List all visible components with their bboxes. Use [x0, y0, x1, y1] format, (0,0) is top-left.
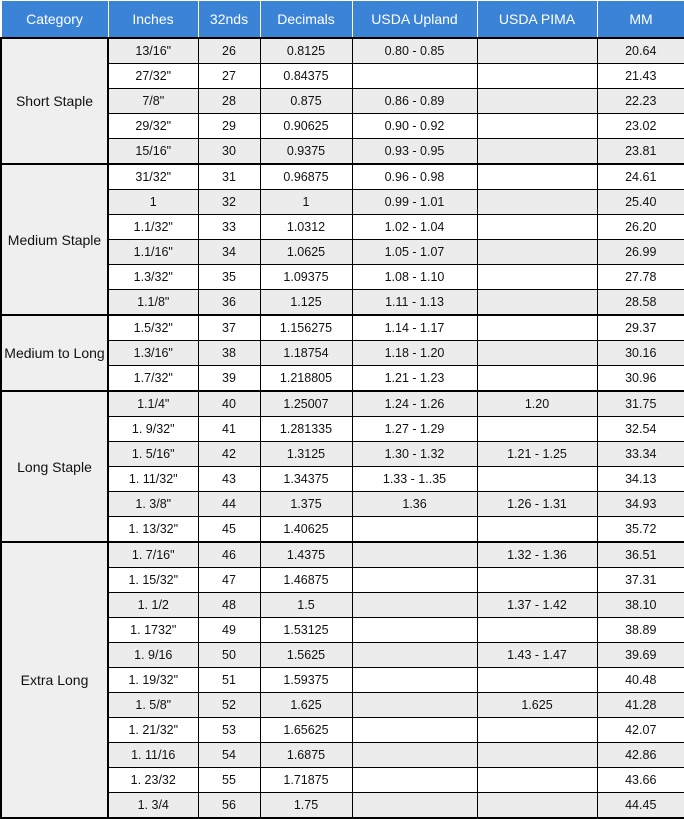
inches-cell: 1. 11/16: [108, 743, 198, 768]
inches-cell: 1. 5/8": [108, 693, 198, 718]
usda-pima-cell: [477, 215, 597, 240]
mm-cell: 24.61: [597, 164, 684, 190]
inches-cell: 1. 1/2: [108, 593, 198, 618]
decimals-cell: 0.84375: [260, 64, 352, 89]
inches-cell: 1. 11/32": [108, 467, 198, 492]
usda-pima-cell: 1.625: [477, 693, 597, 718]
usda-pima-cell: [477, 64, 597, 89]
usda-upland-cell: [352, 743, 477, 768]
table-row: [1, 542, 684, 568]
32nds-cell: 51: [198, 668, 260, 693]
decimals-cell: 1.0312: [260, 215, 352, 240]
inches-cell: 1.5/32": [108, 315, 198, 341]
32nds-cell: 33: [198, 215, 260, 240]
inches-cell: 1. 3/4: [108, 793, 198, 819]
inches-cell: 1.3/16": [108, 341, 198, 366]
usda-pima-cell: [477, 568, 597, 593]
decimals-cell: 1.156275: [260, 315, 352, 341]
32nds-cell: 39: [198, 366, 260, 392]
header-32nds: 32nds: [198, 1, 260, 39]
decimals-cell: 0.8125: [260, 38, 352, 64]
mm-cell: 36.51: [597, 542, 684, 568]
inches-cell: 1. 1732": [108, 618, 198, 643]
decimals-cell: 1.281335: [260, 417, 352, 442]
usda-upland-cell: 0.99 - 1.01: [352, 190, 477, 215]
inches-cell: 1.7/32": [108, 366, 198, 392]
32nds-cell: 38: [198, 341, 260, 366]
mm-cell: 27.78: [597, 265, 684, 290]
usda-pima-cell: [477, 793, 597, 819]
usda-upland-cell: [352, 593, 477, 618]
mm-cell: 22.23: [597, 89, 684, 114]
inches-cell: 31/32": [108, 164, 198, 190]
decimals-cell: 0.90625: [260, 114, 352, 139]
mm-cell: 42.07: [597, 718, 684, 743]
usda-pima-cell: 1.37 - 1.42: [477, 593, 597, 618]
decimals-cell: 1.625: [260, 693, 352, 718]
decimals-cell: 1.25007: [260, 391, 352, 417]
usda-upland-cell: 1.30 - 1.32: [352, 442, 477, 467]
decimals-cell: 1.218805: [260, 366, 352, 392]
header-category: Category: [1, 1, 108, 39]
inches-cell: 13/16": [108, 38, 198, 64]
usda-upland-cell: [352, 768, 477, 793]
table-body: [1, 38, 684, 818]
mm-cell: 33.34: [597, 442, 684, 467]
inches-cell: 1.1/4": [108, 391, 198, 417]
usda-pima-cell: [477, 89, 597, 114]
decimals-cell: 1.59375: [260, 668, 352, 693]
inches-cell: 1. 19/32": [108, 668, 198, 693]
usda-pima-cell: [477, 164, 597, 190]
decimals-cell: 1.34375: [260, 467, 352, 492]
inches-cell: 1. 7/16": [108, 542, 198, 568]
32nds-cell: 32: [198, 190, 260, 215]
usda-upland-cell: [352, 568, 477, 593]
usda-upland-cell: 1.08 - 1.10: [352, 265, 477, 290]
mm-cell: 26.99: [597, 240, 684, 265]
category-cell: Extra Long: [1, 542, 108, 818]
32nds-cell: 30: [198, 139, 260, 165]
usda-pima-cell: 1.26 - 1.31: [477, 492, 597, 517]
header-mm: MM: [597, 1, 684, 39]
table-row: [1, 164, 684, 190]
usda-pima-cell: [477, 341, 597, 366]
decimals-cell: 0.875: [260, 89, 352, 114]
usda-pima-cell: [477, 768, 597, 793]
mm-cell: 34.93: [597, 492, 684, 517]
mm-cell: 30.16: [597, 341, 684, 366]
usda-upland-cell: [352, 718, 477, 743]
mm-cell: 43.66: [597, 768, 684, 793]
usda-pima-cell: [477, 366, 597, 392]
32nds-cell: 56: [198, 793, 260, 819]
usda-upland-cell: 0.96 - 0.98: [352, 164, 477, 190]
inches-cell: 1: [108, 190, 198, 215]
usda-pima-cell: [477, 467, 597, 492]
usda-upland-cell: [352, 793, 477, 819]
usda-upland-cell: [352, 643, 477, 668]
mm-cell: 31.75: [597, 391, 684, 417]
mm-cell: 41.28: [597, 693, 684, 718]
mm-cell: 34.13: [597, 467, 684, 492]
decimals-cell: 1.4375: [260, 542, 352, 568]
table-row: [1, 391, 684, 417]
usda-upland-cell: [352, 542, 477, 568]
inches-cell: 29/32": [108, 114, 198, 139]
32nds-cell: 42: [198, 442, 260, 467]
decimals-cell: 1.46875: [260, 568, 352, 593]
usda-upland-cell: 0.90 - 0.92: [352, 114, 477, 139]
inches-cell: 1. 23/32: [108, 768, 198, 793]
32nds-cell: 29: [198, 114, 260, 139]
decimals-cell: 1.18754: [260, 341, 352, 366]
usda-upland-cell: [352, 618, 477, 643]
decimals-cell: 0.96875: [260, 164, 352, 190]
mm-cell: 44.45: [597, 793, 684, 819]
usda-pima-cell: [477, 668, 597, 693]
usda-upland-cell: 1.36: [352, 492, 477, 517]
inches-cell: 7/8": [108, 89, 198, 114]
usda-pima-cell: [477, 618, 597, 643]
usda-pima-cell: [477, 240, 597, 265]
usda-upland-cell: 1.02 - 1.04: [352, 215, 477, 240]
decimals-cell: 1.09375: [260, 265, 352, 290]
32nds-cell: 26: [198, 38, 260, 64]
decimals-cell: 1.3125: [260, 442, 352, 467]
32nds-cell: 44: [198, 492, 260, 517]
mm-cell: 21.43: [597, 64, 684, 89]
decimals-cell: 1.40625: [260, 517, 352, 543]
32nds-cell: 35: [198, 265, 260, 290]
usda-pima-cell: [477, 38, 597, 64]
usda-upland-cell: [352, 64, 477, 89]
mm-cell: 42.86: [597, 743, 684, 768]
usda-pima-cell: 1.21 - 1.25: [477, 442, 597, 467]
32nds-cell: 28: [198, 89, 260, 114]
32nds-cell: 40: [198, 391, 260, 417]
32nds-cell: 48: [198, 593, 260, 618]
decimals-cell: 1.65625: [260, 718, 352, 743]
inches-cell: 1. 13/32": [108, 517, 198, 543]
32nds-cell: 36: [198, 290, 260, 316]
decimals-cell: 1.5: [260, 593, 352, 618]
decimals-cell: 1.6875: [260, 743, 352, 768]
usda-upland-cell: 1.14 - 1.17: [352, 315, 477, 341]
header-usda-upland: USDA Upland: [352, 1, 477, 39]
mm-cell: 29.37: [597, 315, 684, 341]
usda-pima-cell: [477, 743, 597, 768]
usda-upland-cell: 1.11 - 1.13: [352, 290, 477, 316]
32nds-cell: 43: [198, 467, 260, 492]
table-row: [1, 315, 684, 341]
decimals-cell: 1: [260, 190, 352, 215]
mm-cell: 30.96: [597, 366, 684, 392]
decimals-cell: 1.0625: [260, 240, 352, 265]
usda-pima-cell: [477, 139, 597, 165]
32nds-cell: 50: [198, 643, 260, 668]
header-row: [1, 1, 684, 39]
decimals-cell: 1.75: [260, 793, 352, 819]
32nds-cell: 55: [198, 768, 260, 793]
header-inches: Inches: [108, 1, 198, 39]
usda-upland-cell: 1.18 - 1.20: [352, 341, 477, 366]
32nds-cell: 46: [198, 542, 260, 568]
inches-cell: 27/32": [108, 64, 198, 89]
mm-cell: 35.72: [597, 517, 684, 543]
inches-cell: 1.1/32": [108, 215, 198, 240]
32nds-cell: 31: [198, 164, 260, 190]
category-cell: Medium to Long: [1, 315, 108, 391]
mm-cell: 37.31: [597, 568, 684, 593]
inches-cell: 1. 15/32": [108, 568, 198, 593]
mm-cell: 39.69: [597, 643, 684, 668]
mm-cell: 38.89: [597, 618, 684, 643]
inches-cell: 1. 3/8": [108, 492, 198, 517]
usda-upland-cell: 1.33 - 1..35: [352, 467, 477, 492]
32nds-cell: 47: [198, 568, 260, 593]
decimals-cell: 1.125: [260, 290, 352, 316]
table-row: [1, 38, 684, 64]
category-cell: Medium Staple: [1, 164, 108, 315]
mm-cell: 23.02: [597, 114, 684, 139]
usda-upland-cell: [352, 668, 477, 693]
usda-pima-cell: [477, 315, 597, 341]
usda-upland-cell: 1.24 - 1.26: [352, 391, 477, 417]
mm-cell: 25.40: [597, 190, 684, 215]
inches-cell: 1. 5/16": [108, 442, 198, 467]
usda-pima-cell: [477, 114, 597, 139]
32nds-cell: 54: [198, 743, 260, 768]
mm-cell: 28.58: [597, 290, 684, 316]
decimals-cell: 1.53125: [260, 618, 352, 643]
usda-upland-cell: [352, 693, 477, 718]
32nds-cell: 52: [198, 693, 260, 718]
header-decimals: Decimals: [260, 1, 352, 39]
mm-cell: 40.48: [597, 668, 684, 693]
usda-upland-cell: 0.80 - 0.85: [352, 38, 477, 64]
inches-cell: 1.3/32": [108, 265, 198, 290]
mm-cell: 32.54: [597, 417, 684, 442]
usda-pima-cell: 1.43 - 1.47: [477, 643, 597, 668]
mm-cell: 38.10: [597, 593, 684, 618]
32nds-cell: 49: [198, 618, 260, 643]
32nds-cell: 27: [198, 64, 260, 89]
usda-pima-cell: 1.20: [477, 391, 597, 417]
usda-pima-cell: [477, 290, 597, 316]
usda-pima-cell: 1.32 - 1.36: [477, 542, 597, 568]
inches-cell: 15/16": [108, 139, 198, 165]
category-cell: Short Staple: [1, 38, 108, 164]
32nds-cell: 53: [198, 718, 260, 743]
usda-pima-cell: [477, 265, 597, 290]
usda-pima-cell: [477, 718, 597, 743]
32nds-cell: 34: [198, 240, 260, 265]
inches-cell: 1.1/8": [108, 290, 198, 316]
usda-upland-cell: 1.21 - 1.23: [352, 366, 477, 392]
usda-upland-cell: 1.05 - 1.07: [352, 240, 477, 265]
32nds-cell: 41: [198, 417, 260, 442]
usda-upland-cell: 0.93 - 0.95: [352, 139, 477, 165]
32nds-cell: 37: [198, 315, 260, 341]
inches-cell: 1. 21/32": [108, 718, 198, 743]
decimals-cell: 1.375: [260, 492, 352, 517]
mm-cell: 20.64: [597, 38, 684, 64]
decimals-cell: 0.9375: [260, 139, 352, 165]
inches-cell: 1.1/16": [108, 240, 198, 265]
usda-pima-cell: [477, 190, 597, 215]
usda-pima-cell: [477, 417, 597, 442]
32nds-cell: 45: [198, 517, 260, 543]
usda-pima-cell: [477, 517, 597, 543]
decimals-cell: 1.71875: [260, 768, 352, 793]
decimals-cell: 1.5625: [260, 643, 352, 668]
mm-cell: 26.20: [597, 215, 684, 240]
header-usda-pima: USDA PIMA: [477, 1, 597, 39]
usda-upland-cell: 0.86 - 0.89: [352, 89, 477, 114]
usda-upland-cell: 1.27 - 1.29: [352, 417, 477, 442]
mm-cell: 23.81: [597, 139, 684, 165]
category-cell: Long Staple: [1, 391, 108, 542]
inches-cell: 1. 9/32": [108, 417, 198, 442]
inches-cell: 1. 9/16: [108, 643, 198, 668]
usda-upland-cell: [352, 517, 477, 543]
